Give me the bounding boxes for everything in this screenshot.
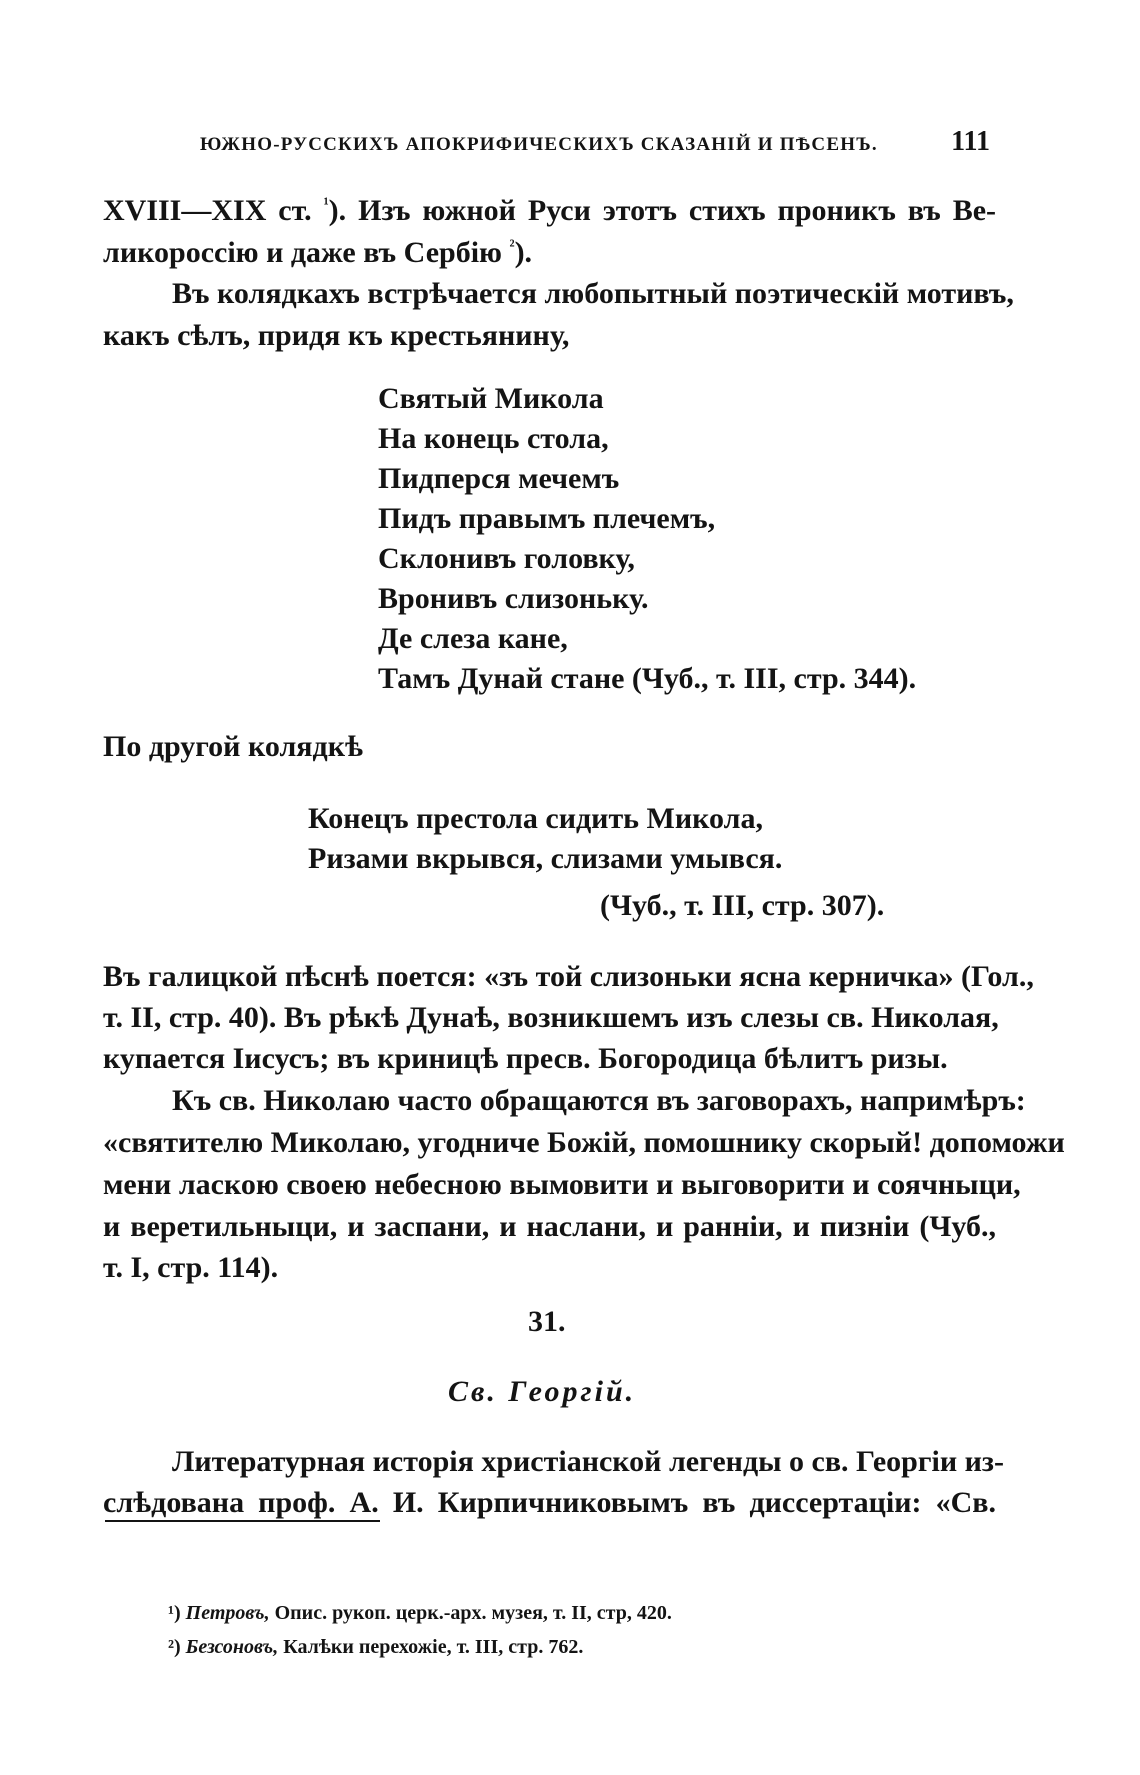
poem-line: Де слеза кане,: [378, 622, 568, 655]
poem-line: Святый Микола: [378, 382, 604, 415]
footnote-mark: ²): [168, 1636, 181, 1658]
paragraph-line: слѣдована проф. А. И. Кирпичниковымъ въ диссертаціи: «Св.: [103, 1486, 996, 1519]
paragraph-line: и веретильныци, и заспани, и наслани, и ранніи, и пизніи (Чуб.,: [103, 1210, 996, 1243]
poem-line: Склонивъ головку,: [378, 542, 635, 575]
paragraph-line: т. II, стр. 40). Въ рѣкѣ Дунаѣ, возникшемъ изъ слезы св. Николая,: [103, 1001, 999, 1034]
paragraph-line: Въ галицкой пѣснѣ поется: «зъ той слизоньки ясна керничка» (Гол.,: [103, 960, 1034, 993]
poem-reference: (Чуб., т. III, стр. 307).: [600, 889, 885, 922]
poem-line: На конець стола,: [378, 422, 609, 455]
running-head: ЮЖНО-РУССКИХЪ АПОКРИФИЧЕСКИХЪ СКАЗАНІЙ И ПѢСЕНЪ.: [200, 134, 878, 155]
poem-line: Пидъ правымъ плечемъ,: [378, 502, 716, 535]
paragraph-line: Въ колядкахъ встрѣчается любопытный поэтическій мотивъ,: [172, 277, 1014, 310]
footnote-mark: ¹): [168, 1602, 181, 1624]
footnote: [168, 1636, 583, 1659]
footnote-ref: ²: [509, 236, 515, 255]
poem-line: Конецъ престола сидить Микола,: [308, 802, 763, 835]
footnote: [168, 1602, 672, 1625]
footnote-author: Петровъ,: [185, 1602, 270, 1624]
footnote-author: Безсоновъ,: [185, 1636, 279, 1658]
paragraph-line: т. I, стр. 114).: [103, 1251, 279, 1284]
page-number: 111: [951, 126, 990, 157]
footnote-text: Опис. рукоп. церк.-арх. музея, т. II, стр, 420.: [269, 1602, 672, 1624]
paragraph-line: XVIII—XIX ст. $^{^1}$). Изъ южной Руси этотъ стихъ проникъ въ Ве-: [103, 194, 997, 227]
page-header: [200, 126, 990, 166]
section-number: 31.: [528, 1305, 566, 1338]
footnote-divider: [105, 1520, 380, 1522]
paragraph-line: купается Іисусъ; въ криницѣ пресв. Богородица бѣлитъ ризы.: [103, 1042, 948, 1075]
paragraph-line: ликороссію и даже въ Сербію $^{^2}$).: [103, 236, 533, 269]
paragraph-line: Къ св. Николаю часто обращаются въ заговорахъ, напримѣръ:: [172, 1084, 1026, 1117]
footnote-ref: ¹: [323, 194, 329, 213]
paragraph-line: какъ сѣлъ, придя къ крестьянину,: [103, 319, 570, 352]
paragraph-line: По другой колядкѣ: [103, 730, 363, 763]
poem-line: Пидперся мечемъ: [378, 462, 620, 495]
poem-line: Ризами вкрывся, слизами умывся.: [308, 842, 783, 875]
section-title: Св. Георгій.: [448, 1375, 637, 1408]
paragraph-line: Литературная исторія христіанской легенды о св. Георгіи из-: [172, 1445, 1004, 1478]
footnote-text: Калѣки перехожіе, т. III, стр. 762.: [278, 1636, 584, 1658]
poem-line: Тамъ Дунай стане (Чуб., т. III, стр. 344).: [378, 662, 917, 695]
paragraph-line: «святителю Миколаю, угодниче Божій, помошнику скорый! допоможи: [103, 1126, 1065, 1159]
paragraph-line: мени ласкою своею небесною вымовити и выговорити и соячныци,: [103, 1168, 1021, 1201]
poem-line: Вронивъ слизоньку.: [378, 582, 649, 615]
